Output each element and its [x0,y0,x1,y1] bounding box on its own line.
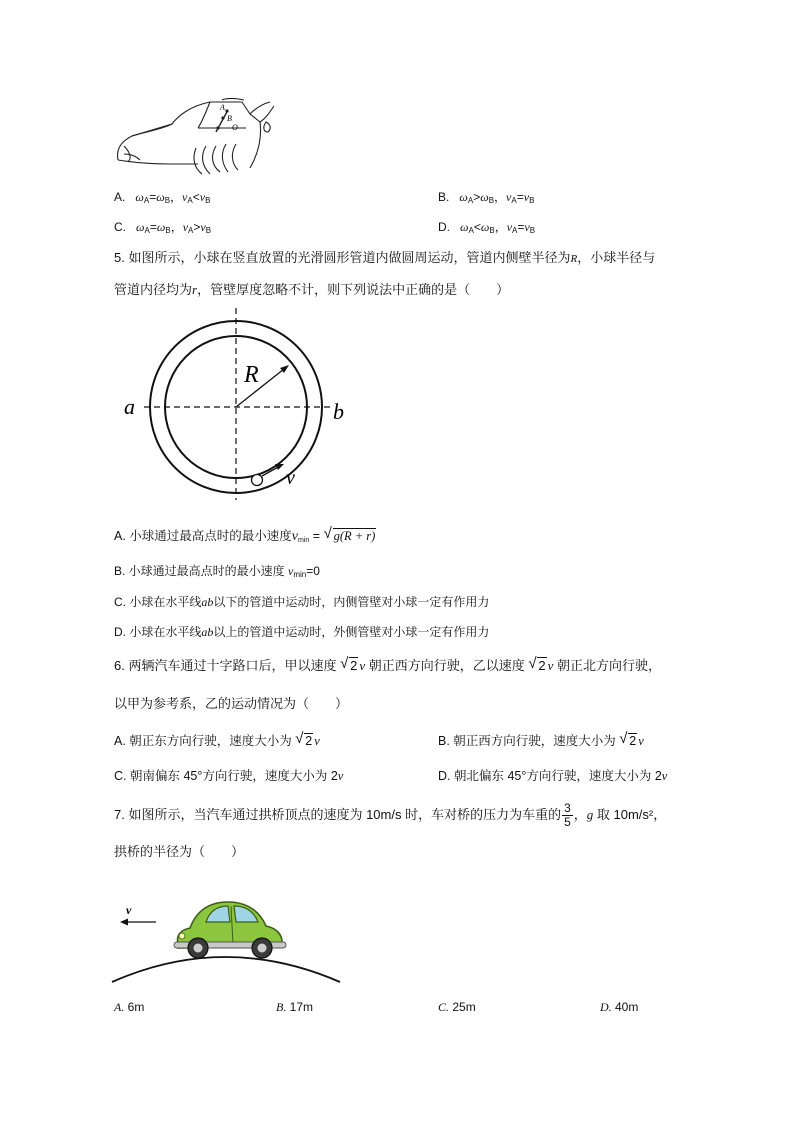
q5-stem-line1: 5. 如图所示，小球在竖直放置的光滑圆形管道内做圆周运动，管道内侧壁半径为R，小球半径与 [114,250,656,265]
q6-option-a[interactable]: A. 朝正东方向行驶，速度大小为 √ 2 v [114,730,320,748]
q5-option-a[interactable]: A. 小球通过最高点时的最小速度$v_{min}$ = √ g(R + r) [114,525,376,544]
label-o: O [232,123,238,132]
q4-option-c[interactable]: C. $\omega_A=\omega_B$，$v_A>v_B$ [114,220,212,235]
q6-option-b[interactable]: B. 朝正西方向行驶，速度大小为 √ 2 v [438,730,644,748]
sqrt-expression: √ g(R + r) [323,525,376,543]
q6-option-c[interactable]: C. 朝南偏东 45°方向行驶，速度大小为 2v [114,769,344,783]
q7-option-a[interactable]: A. 6m [114,1000,145,1014]
label-point-b: b [333,399,344,424]
q6-option-d[interactable]: D. 朝北偏东 45°方向行驶，速度大小为 2v [438,769,668,783]
circular-tube-figure [120,306,360,506]
q4-option-b[interactable]: B. $\omega_A>\omega_B$，$v_A=v_B$ [438,190,535,205]
label-v: v [126,903,132,917]
q6-stem-line2: 以甲为参考系，乙的运动情况为（ ） [114,696,349,711]
q7-option-c[interactable]: C. 25m [438,1000,476,1014]
label-a: A [220,103,225,112]
label-point-a: a [124,394,135,419]
q7-option-b[interactable]: B. 17m [276,1000,314,1014]
q5-option-d[interactable]: D. 小球在水平线ab以上的管道中运动时，外侧管壁对小球一定有作用力 [114,625,490,639]
green-car [174,902,286,958]
q5-stem-line2: 管道内径均为r，管壁厚度忽略不计，则下列说法中正确的是（ ） [114,282,510,297]
ball [252,475,263,486]
q6-stem-line1: 6. 两辆汽车通过十字路口后，甲以速度 √ 2 v 朝正西方向行驶，乙以速度 √ 2 v 朝正北方向行驶， [114,655,662,673]
label-b: B [227,114,232,123]
label-r: R [244,362,259,388]
q5-option-c[interactable]: C. 小球在水平线ab以下的管道中运动时，内侧管壁对小球一定有作用力 [114,595,490,609]
q7-stem-line1: 7. 如图所示，当汽车通过拱桥顶点的速度为 10m/s 时，车对桥的压力为车重的 $\frac{3}{5}$ ，g 取 10m/s²， [114,801,667,830]
car-wiper-figure [110,98,280,178]
q4-option-d[interactable]: D. $\omega_A<\omega_B$，$v_A=v_B$ [438,220,536,235]
q7-stem-line2: 拱桥的半径为（ ） [114,844,245,859]
fraction-three-fifths: $\frac{3}{5}$ [564,801,571,830]
q7-option-d[interactable]: D. 40m [600,1000,639,1014]
arch-bridge [112,957,340,982]
q4-option-a[interactable]: A. $\omega_A=\omega_B$，$v_A<v_B$ [114,190,211,205]
q5-option-b[interactable]: B. 小球通过最高点时的最小速度 $v_{min}=0$ [114,564,320,579]
arch-bridge-figure [110,892,350,988]
label-velocity: v [286,467,295,489]
